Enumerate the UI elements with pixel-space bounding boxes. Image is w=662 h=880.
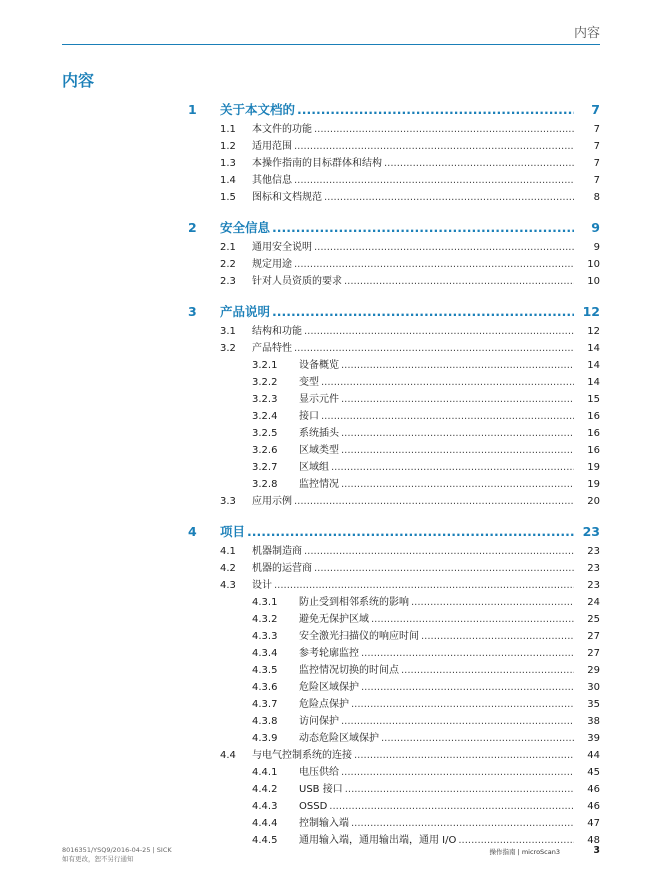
toc-title: 访问保护 <box>299 716 339 727</box>
toc-leader-dots <box>341 476 574 493</box>
toc-leader-dots <box>341 357 574 374</box>
toc-number: 1.2 <box>220 141 236 152</box>
toc-leader-dots <box>341 442 574 459</box>
toc-chapter[interactable] <box>0 218 662 238</box>
toc-title-line <box>252 172 600 189</box>
toc-title-line <box>299 628 600 645</box>
toc-title: 关于本文档的 <box>220 102 296 117</box>
toc-page-number: 16 <box>587 445 600 456</box>
toc-number: 2.3 <box>220 276 236 287</box>
toc-page-number: 16 <box>587 428 600 439</box>
toc-page-number: 15 <box>587 394 600 405</box>
toc-title-line <box>299 662 600 679</box>
toc-page-number: 12 <box>587 326 600 337</box>
toc-leader-dots <box>384 155 574 172</box>
toc-title: 控制输入端 <box>299 818 349 829</box>
toc-leader-dots <box>247 522 574 542</box>
toc-page-number: 46 <box>587 784 600 795</box>
toc-leader-dots <box>341 713 574 730</box>
toc-title-line <box>252 239 600 256</box>
toc-leader-dots <box>274 577 574 594</box>
toc-leader-dots <box>361 645 574 662</box>
toc-leader-dots <box>294 256 574 273</box>
toc-entry[interactable] <box>0 357 662 374</box>
toc-title: 区域类型 <box>299 445 339 456</box>
toc-entry[interactable] <box>0 730 662 747</box>
toc-page-number: 47 <box>587 818 600 829</box>
toc-entry[interactable] <box>0 391 662 408</box>
toc-title-line <box>252 340 600 357</box>
toc-entry[interactable] <box>0 628 662 645</box>
toc-number: 3.2.8 <box>252 479 278 490</box>
footer-left <box>62 846 172 864</box>
toc-entry[interactable] <box>0 408 662 425</box>
toc-leader-dots <box>294 172 574 189</box>
header-divider <box>62 44 600 45</box>
toc-page-number: 9 <box>591 220 600 235</box>
toc-page-number: 38 <box>587 716 600 727</box>
toc-title: 设计 <box>252 580 272 591</box>
toc-leader-dots <box>411 594 574 611</box>
toc-page-number: 23 <box>582 524 600 539</box>
toc-entry[interactable] <box>0 696 662 713</box>
toc-page-number: 10 <box>587 276 600 287</box>
toc-leader-dots <box>272 302 574 322</box>
toc-title: 区域组 <box>299 462 329 473</box>
toc-title-line <box>299 425 600 442</box>
toc-page-number: 10 <box>587 259 600 270</box>
toc-title: 本操作指南的目标群体和结构 <box>252 158 382 169</box>
toc-page-number: 35 <box>587 699 600 710</box>
toc-number: 1.3 <box>220 158 236 169</box>
toc-page-number: 25 <box>587 614 600 625</box>
toc-title-line <box>252 273 600 290</box>
toc-title-line <box>299 374 600 391</box>
toc-page-number: 7 <box>593 141 600 152</box>
toc-page-number: 20 <box>587 496 600 507</box>
toc-leader-dots <box>294 493 574 510</box>
toc-title-line <box>252 155 600 172</box>
toc-leader-dots <box>351 815 574 832</box>
toc-title: 接口 <box>299 411 319 422</box>
toc-leader-dots <box>381 730 574 747</box>
toc-leader-dots <box>329 798 574 815</box>
toc-title-line <box>252 560 600 577</box>
toc-title-line <box>299 594 600 611</box>
toc-number: 1.5 <box>220 192 236 203</box>
toc-title: 安全信息 <box>220 220 271 235</box>
toc-number: 3.2.6 <box>252 445 278 456</box>
footer-doc-id: 8016351/YSQ9/2016-04-25 | SICK <box>62 846 172 854</box>
toc-page-number: 30 <box>587 682 600 693</box>
toc-title: 应用示例 <box>252 496 292 507</box>
toc-leader-dots <box>294 340 574 357</box>
toc-page-number: 14 <box>587 377 600 388</box>
toc-entry[interactable] <box>0 645 662 662</box>
toc-entry[interactable] <box>0 543 662 560</box>
toc-number: 1.1 <box>220 124 236 135</box>
toc-entry[interactable] <box>0 493 662 510</box>
toc-page-number: 24 <box>587 597 600 608</box>
toc-title: 设备概览 <box>299 360 339 371</box>
toc-page-number: 19 <box>587 479 600 490</box>
toc-number: 4.1 <box>220 546 236 557</box>
toc-title: 参考轮廓监控 <box>299 648 359 659</box>
toc-entry[interactable] <box>0 189 662 206</box>
toc-page-number: 14 <box>587 360 600 371</box>
toc-title-line <box>299 679 600 696</box>
toc-number: 1 <box>188 102 197 117</box>
toc-entry[interactable] <box>0 273 662 290</box>
toc-number: 4.4.4 <box>252 818 278 829</box>
toc-page-number: 7 <box>593 175 600 186</box>
toc-number: 4.3.5 <box>252 665 278 676</box>
toc-number: 3.1 <box>220 326 236 337</box>
toc-title: 显示元件 <box>299 394 339 405</box>
toc-entry[interactable] <box>0 798 662 815</box>
toc-leader-dots <box>361 679 574 696</box>
toc-number: 3.2.3 <box>252 394 278 405</box>
toc-title-line <box>299 713 600 730</box>
toc-title: 本文件的功能 <box>252 124 312 135</box>
toc-number: 4.3.4 <box>252 648 278 659</box>
toc-entry[interactable] <box>0 374 662 391</box>
toc-leader-dots <box>294 138 574 155</box>
toc-entry[interactable] <box>0 340 662 357</box>
toc-title-line <box>252 121 600 138</box>
toc-number: 4.3.2 <box>252 614 278 625</box>
toc-number: 3.2.7 <box>252 462 278 473</box>
toc-page-number: 12 <box>582 304 600 319</box>
toc-leader-dots <box>341 391 574 408</box>
toc-number: 3.2.1 <box>252 360 278 371</box>
toc-number: 4.3 <box>220 580 236 591</box>
toc-title: 结构和功能 <box>252 326 302 337</box>
toc-page-number: 46 <box>587 801 600 812</box>
toc-number: 4.3.1 <box>252 597 278 608</box>
toc-chapter[interactable] <box>0 522 662 542</box>
toc-entry[interactable] <box>0 138 662 155</box>
toc-leader-dots <box>324 189 574 206</box>
toc-leader-dots <box>314 560 574 577</box>
toc-leader-dots <box>354 747 574 764</box>
toc-entry[interactable] <box>0 560 662 577</box>
toc-title: 机器制造商 <box>252 546 302 557</box>
toc-page-number: 23 <box>587 580 600 591</box>
toc-title-line <box>252 323 600 340</box>
toc-number: 4.4.3 <box>252 801 278 812</box>
toc-number: 3.2.2 <box>252 377 278 388</box>
toc-title: 图标和文档规范 <box>252 192 322 203</box>
toc-entry[interactable] <box>0 256 662 273</box>
toc-entry[interactable] <box>0 781 662 798</box>
toc-number: 3.2.5 <box>252 428 278 439</box>
toc-leader-dots <box>331 459 574 476</box>
toc-number: 4 <box>188 524 197 539</box>
toc-title: 与电气控制系统的连接 <box>252 750 352 761</box>
toc-title-line <box>299 357 600 374</box>
toc-number: 2.1 <box>220 242 236 253</box>
toc-entry[interactable] <box>0 172 662 189</box>
toc-title: 规定用途 <box>252 259 292 270</box>
toc-page-number: 44 <box>587 750 600 761</box>
toc-page-number: 27 <box>587 631 600 642</box>
toc-title-line <box>252 493 600 510</box>
toc-leader-dots <box>304 543 574 560</box>
toc-number: 4.3.3 <box>252 631 278 642</box>
toc-heading: 内容 <box>62 71 95 90</box>
toc-title: 防止受到相邻系统的影响 <box>299 597 409 608</box>
toc-page-number: 39 <box>587 733 600 744</box>
toc-title-line <box>299 815 600 832</box>
toc-leader-dots <box>341 764 574 781</box>
toc-title-line <box>299 764 600 781</box>
toc-entry[interactable] <box>0 747 662 764</box>
toc-title-line <box>299 442 600 459</box>
toc-number: 4.4.2 <box>252 784 278 795</box>
toc-number: 4.2 <box>220 563 236 574</box>
toc-leader-dots <box>272 218 574 238</box>
toc-chapter[interactable] <box>0 302 662 322</box>
footer-note: 如有更改，恕不另行通知 <box>62 855 134 863</box>
toc-page-number: 48 <box>587 835 600 846</box>
toc-entry[interactable] <box>0 425 662 442</box>
toc-page-number: 23 <box>587 563 600 574</box>
toc-leader-dots <box>371 611 574 628</box>
toc-page-number: 7 <box>593 158 600 169</box>
toc-entry[interactable] <box>0 764 662 781</box>
toc-title-line <box>299 798 600 815</box>
toc-leader-dots <box>321 408 574 425</box>
toc-number: 2 <box>188 220 197 235</box>
toc-title: 项目 <box>220 524 246 539</box>
toc-entry[interactable] <box>0 815 662 832</box>
toc-title: 通用输入端，通用输出端，通用 I/O <box>299 835 457 846</box>
toc-leader-dots <box>345 781 574 798</box>
footer-manual-title: 操作指南 | microScan3 <box>489 848 560 856</box>
toc-number: 4.3.9 <box>252 733 278 744</box>
toc-entry[interactable] <box>0 239 662 256</box>
toc-page-number: 45 <box>587 767 600 778</box>
toc-title: 通用安全说明 <box>252 242 312 253</box>
toc-leader-dots <box>314 239 574 256</box>
toc-title: 安全激光扫描仪的响应时间 <box>299 631 419 642</box>
toc-leader-dots <box>401 662 574 679</box>
toc-leader-dots <box>344 273 574 290</box>
toc-title-line <box>299 408 600 425</box>
toc-chapter[interactable] <box>0 100 662 120</box>
toc-title: 系统插头 <box>299 428 339 439</box>
toc-entry[interactable] <box>0 594 662 611</box>
toc-title-line <box>252 543 600 560</box>
footer-page-number: 3 <box>593 845 600 856</box>
toc-title: 产品特性 <box>252 343 292 354</box>
toc-number: 3.2.4 <box>252 411 278 422</box>
toc-entry[interactable] <box>0 121 662 138</box>
toc-page-number: 7 <box>591 102 600 117</box>
toc-number: 4.3.6 <box>252 682 278 693</box>
toc-title: 变型 <box>299 377 319 388</box>
toc-title: OSSD <box>299 801 328 812</box>
toc-number: 4.3.8 <box>252 716 278 727</box>
toc-number: 4.4 <box>220 750 236 761</box>
toc-title: 动态危险区域保护 <box>299 733 379 744</box>
toc-title: 危险区域保护 <box>299 682 359 693</box>
toc-number: 2.2 <box>220 259 236 270</box>
toc-number: 4.3.7 <box>252 699 278 710</box>
toc-title: 其他信息 <box>252 175 292 186</box>
toc-number: 3.3 <box>220 496 236 507</box>
toc-entry[interactable] <box>0 442 662 459</box>
toc-title-line <box>299 611 600 628</box>
toc-title-line <box>252 577 600 594</box>
toc-title-line <box>252 189 600 206</box>
toc-entry[interactable] <box>0 713 662 730</box>
toc-title-line <box>220 218 600 238</box>
toc-title-line <box>252 747 600 764</box>
toc-title-line <box>252 138 600 155</box>
toc-page-number: 23 <box>587 546 600 557</box>
toc-title: 避免无保护区域 <box>299 614 369 625</box>
toc-title-line <box>299 476 600 493</box>
toc-page-number: 29 <box>587 665 600 676</box>
toc-leader-dots <box>421 628 574 645</box>
toc-page-number: 19 <box>587 462 600 473</box>
toc-page-number: 16 <box>587 411 600 422</box>
toc-title: USB 接口 <box>299 784 343 795</box>
toc-leader-dots <box>341 425 574 442</box>
toc-title-line <box>252 256 600 273</box>
toc-title-line <box>299 696 600 713</box>
toc-entry[interactable] <box>0 323 662 340</box>
toc-title: 危险点保护 <box>299 699 349 710</box>
toc-title: 监控情况 <box>299 479 339 490</box>
toc-title-line <box>299 781 600 798</box>
toc-page-number: 7 <box>593 124 600 135</box>
toc-title-line <box>220 522 600 542</box>
toc-title-line <box>299 459 600 476</box>
header-title: 内容 <box>573 26 600 41</box>
toc-entry[interactable] <box>0 459 662 476</box>
toc-number: 4.4.1 <box>252 767 278 778</box>
toc-title-line <box>220 302 600 322</box>
toc-leader-dots <box>297 100 574 120</box>
toc-number: 4.4.5 <box>252 835 278 846</box>
toc-title: 监控情况切换的时间点 <box>299 665 399 676</box>
toc-number: 3 <box>188 304 197 319</box>
toc-leader-dots <box>304 323 574 340</box>
toc-entry[interactable] <box>0 476 662 493</box>
toc-title: 机器的运营商 <box>252 563 312 574</box>
toc-page-number: 8 <box>593 192 600 203</box>
toc-leader-dots <box>314 121 574 138</box>
toc-title-line <box>299 645 600 662</box>
toc-page-number: 14 <box>587 343 600 354</box>
toc-title: 针对人员资质的要求 <box>252 276 342 287</box>
toc-leader-dots <box>321 374 574 391</box>
toc-entry[interactable] <box>0 577 662 594</box>
toc-entry[interactable] <box>0 155 662 172</box>
toc-title: 适用范围 <box>252 141 292 152</box>
toc-page-number: 9 <box>593 242 600 253</box>
toc-number: 1.4 <box>220 175 236 186</box>
toc-entry[interactable] <box>0 662 662 679</box>
toc-title: 产品说明 <box>220 304 271 319</box>
toc-title-line <box>299 730 600 747</box>
toc-title: 电压供给 <box>299 767 339 778</box>
toc-title-line <box>220 100 600 120</box>
toc-entry[interactable] <box>0 611 662 628</box>
toc-leader-dots <box>351 696 574 713</box>
toc-number: 3.2 <box>220 343 236 354</box>
toc-page-number: 27 <box>587 648 600 659</box>
toc-entry[interactable] <box>0 679 662 696</box>
toc-title-line <box>299 391 600 408</box>
